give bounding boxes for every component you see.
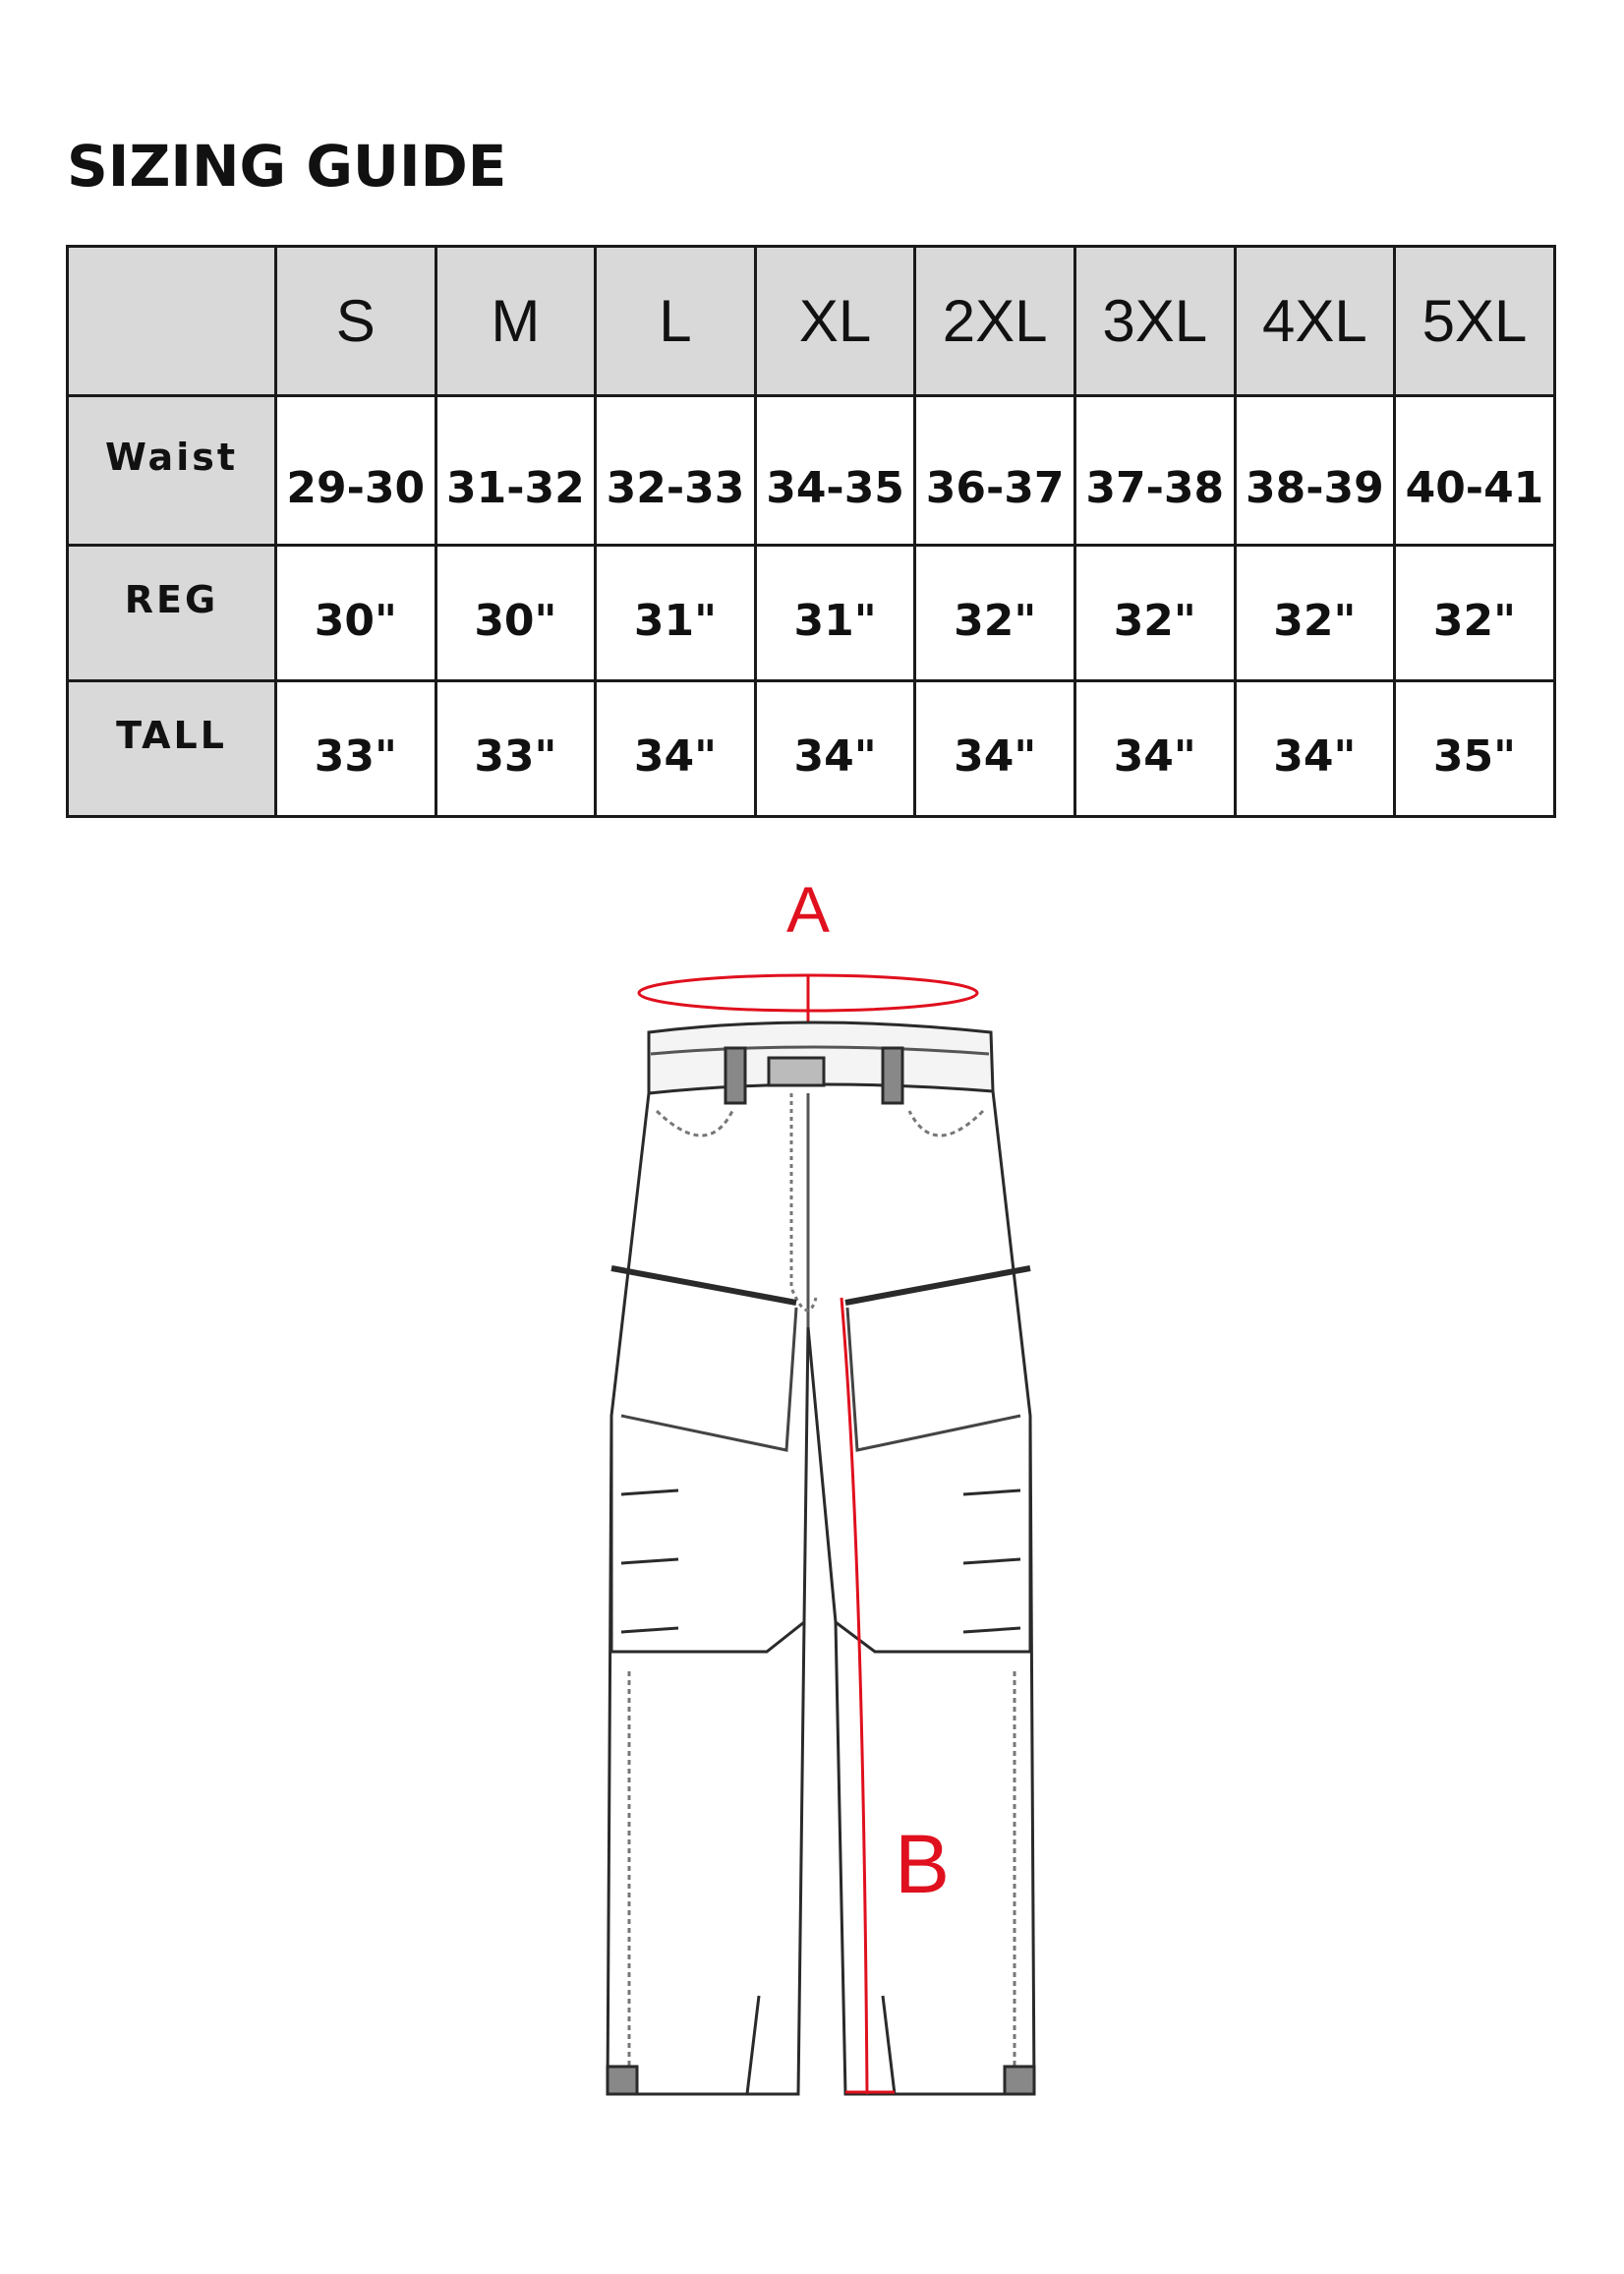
table-cell: 40-41 [1395,396,1555,546]
table-cell: 34" [596,681,756,817]
table-cell: 32" [915,546,1075,681]
table-cell: 32" [1395,546,1555,681]
table-cell: 35" [1395,681,1555,817]
table-cell: 34" [1074,681,1235,817]
table-cell: 31" [596,546,756,681]
trousers-icon [551,865,1062,2104]
table-cell: 36-37 [915,396,1075,546]
table-row-reg [68,546,1555,681]
trousers-outline [608,1022,1034,2094]
table-cell: 32" [1235,546,1395,681]
size-header-s: S [276,247,436,396]
table-row-tall [68,681,1555,817]
trousers-diagram [551,865,1062,2104]
marker-a-label: A [785,873,831,946]
table-cell: 34" [755,681,915,817]
row-label-waist: Waist [68,396,276,546]
size-header-xl: XL [755,247,915,396]
table-cell: 37-38 [1074,396,1235,546]
corner-cell [68,247,276,396]
size-header-row [68,247,1555,396]
size-header-5xl: 5XL [1395,247,1555,396]
table-cell: 30" [276,546,436,681]
table-cell: 33" [435,681,596,817]
size-header-3xl: 3XL [1074,247,1235,396]
marker-b-label: B [894,1818,951,1910]
table-cell: 34-35 [755,396,915,546]
size-header-4xl: 4XL [1235,247,1395,396]
row-label-tall: TALL [68,681,276,817]
table-cell: 34" [915,681,1075,817]
size-header-2xl: 2XL [915,247,1075,396]
table-cell: 38-39 [1235,396,1395,546]
table-cell: 31" [755,546,915,681]
sizing-table [66,245,1556,818]
table-cell: 32-33 [596,396,756,546]
size-header-l: L [596,247,756,396]
table-cell: 32" [1074,546,1235,681]
table-cell: 30" [435,546,596,681]
page-title: SIZING GUIDE [67,133,507,200]
table-cell: 34" [1235,681,1395,817]
row-label-reg: REG [68,546,276,681]
table-cell: 33" [276,681,436,817]
table-cell: 29-30 [276,396,436,546]
table-row-waist [68,396,1555,546]
size-header-m: M [435,247,596,396]
table-cell: 31-32 [435,396,596,546]
